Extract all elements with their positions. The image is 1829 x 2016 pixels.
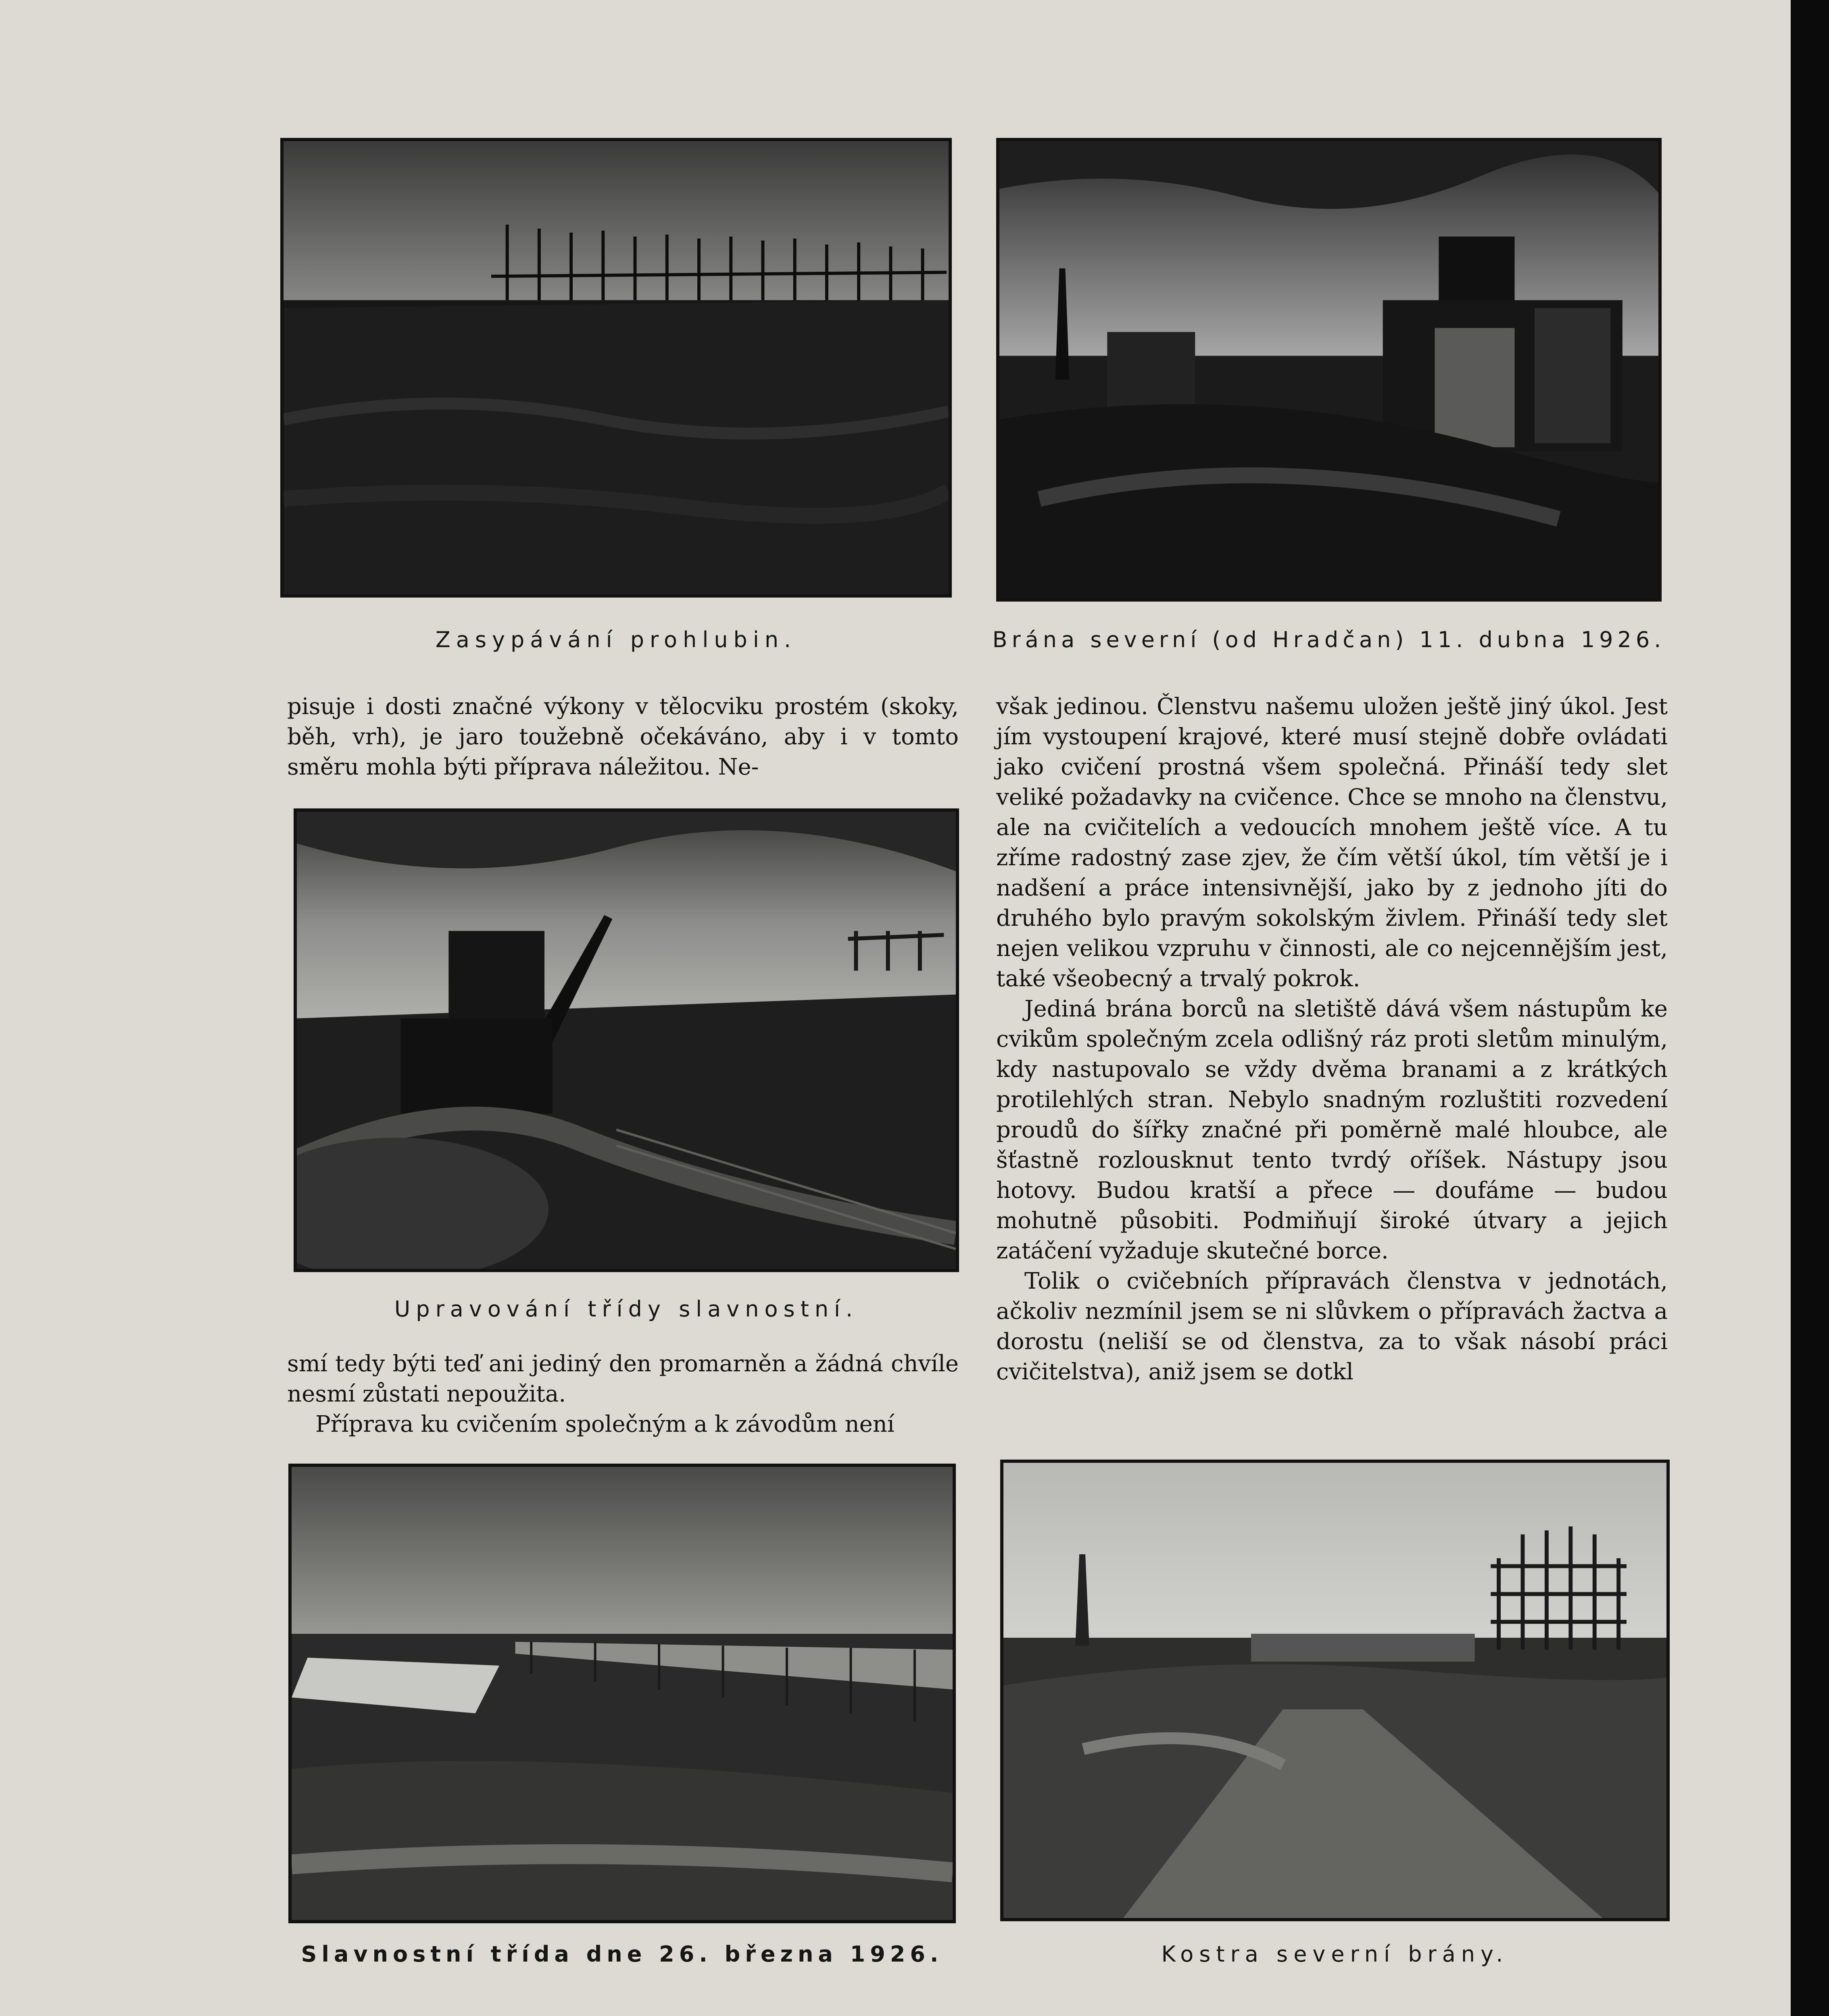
paragraph: Jediná brána borců na sletiště dává všem nástupům ke cvikům společným zcela odlišný ráz proti sletům minulým, kdy nastupovalo se vždy dvěma branami a z krátkých protilehlých stran. Nebylo snadným rozluštiti rozvedení proudů do šířky značné při poměrně malé hloubce, ale šťastně rozlousknut tento tvrdý oříšek. Nástupy jsou hotovy. Budou kratší a přece — doufáme — budou mohutně působiti. Podmiňují široké útvary a jejich zatáčení vyžaduje skutečné borce. [996,996,1668,1264]
photo-caption: Brána severní (od Hradčan) 11. dubna 1926. [992,627,1666,652]
photo-festive-avenue-march [288,1464,956,1923]
photo-north-gate-frame [1000,1460,1670,1921]
photo-caption: Zasypávání prohlubin. [435,627,797,652]
photo-caption: Slavnostní třída dne 26. března 1926. [301,1941,943,1967]
photo-north-gate [996,138,1662,602]
paragraph: Tolik o cvičebních přípravách členstva v jednotách, ačkoliv nezmínil jsem se ni slůvkem o přípravách žactva a dorostu (neliší se od členstva, za to však násobí práci cvičitelstva), aniž jsem se dotkl [996,1268,1668,1385]
paragraph: Příprava ku cvičením společným a k závodům není [315,1411,895,1437]
photo-filling-hollows [280,138,952,598]
text-column-right [996,691,1668,1387]
text-column-left-bottom [287,1349,959,1439]
paragraph: pisuje i dosti značné výkony v tělocviku prostém (skoky, běh, vrh), je jaro toužebně očekáváno, aby i v tomto směru mohla býti příprava náležitou. Ne- [287,694,959,780]
photo-caption: Kostra severní brány. [1161,1941,1509,1967]
text-column-left-top [287,691,959,782]
photo-caption: Upravování třídy slavnostní. [394,1296,859,1322]
paragraph: však jedinou. Členstvu našemu uložen ještě jiný úkol. Jest jím vystoupení krajové, které musí stejně dobře ovládati jako cvičení prostná všem společná. Přináší tedy slet veliké požadavky na cvičence. Chce se mnoho na členstvu, ale na cvičitelích a vedoucích mnohem ještě více. A tu zříme radostný zase zjev, že čím větší úkol, tím větší je i nadšení a práce intensivnější, jako by z jednoho jíti do druhého bylo pravým sokolským živlem. Přináší tedy slet nejen velikou vzpruhu v činnosti, ale co nejcennějším jest, také všeobecný a trvalý pokrok. [996,694,1668,992]
paragraph: smí tedy býti teď ani jediný den promarněn a žádná chvíle nesmí zůstati nepoužita. [287,1351,959,1407]
photo-festive-avenue-works [294,808,959,1272]
